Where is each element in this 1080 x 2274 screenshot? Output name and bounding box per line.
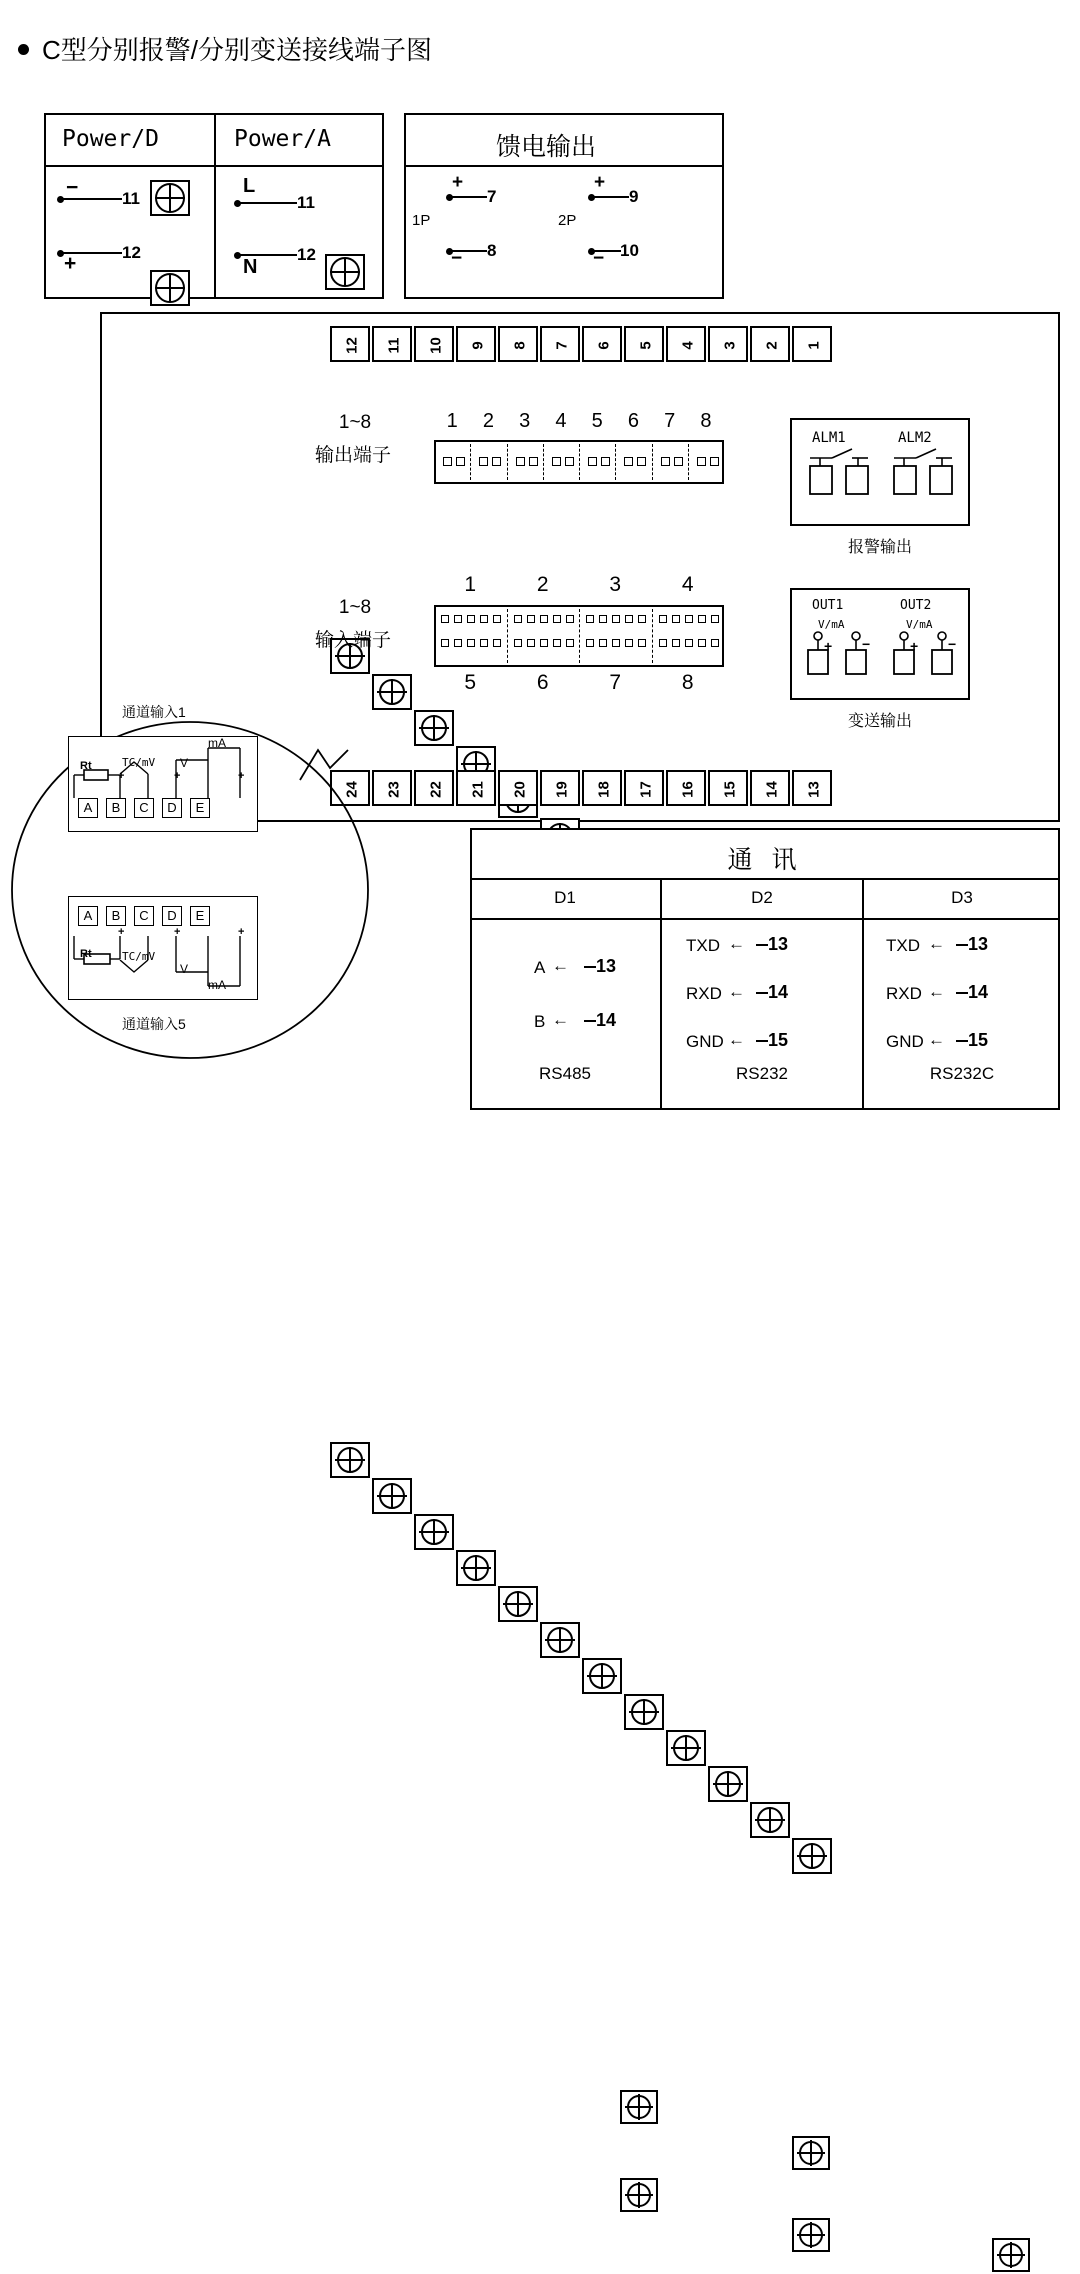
input-terminals-label-2: 输入端子 xyxy=(314,630,391,651)
input-pin[interactable] xyxy=(441,639,449,647)
comm-signal-label: A xyxy=(534,958,546,977)
bottom-terminal-screw[interactable] xyxy=(582,1658,622,1694)
input-pin[interactable] xyxy=(612,639,620,647)
output-terminal-number: 7 xyxy=(664,410,676,432)
input-pin[interactable] xyxy=(672,639,680,647)
input-pin[interactable] xyxy=(454,615,462,623)
output-terminal-number: 8 xyxy=(700,410,712,432)
input-pin[interactable] xyxy=(527,615,535,623)
feed-2p-wire-1 xyxy=(591,196,629,198)
output-pin-divider xyxy=(543,444,544,480)
bottom-terminal-number: 16 xyxy=(679,781,697,798)
input-pin[interactable] xyxy=(540,615,548,623)
output-pin[interactable] xyxy=(552,457,561,466)
comm-arrow-icon: ← xyxy=(928,982,945,1001)
transmit-out1-unit: V/mA xyxy=(818,618,845,631)
alarm-output-caption: 报警输出 xyxy=(847,539,912,556)
power-a-screw-1[interactable] xyxy=(325,254,365,290)
power-panel-divider xyxy=(214,113,216,299)
channel-input-5-wiring xyxy=(68,896,258,1000)
bottom-terminal-number: 17 xyxy=(637,781,655,798)
input-pin[interactable] xyxy=(612,615,620,623)
output-pin[interactable] xyxy=(674,457,683,466)
comm-arrow-icon: ← xyxy=(928,934,945,953)
input-terminal-number-bottom: 8 xyxy=(681,671,694,694)
top-terminal-number: 6 xyxy=(595,341,613,350)
page-title: C型分别报警/分别变送接线端子图 xyxy=(42,35,433,65)
bottom-terminal-number: 20 xyxy=(511,781,529,798)
output-pin[interactable] xyxy=(588,457,597,466)
output-pin[interactable] xyxy=(601,457,610,466)
bottom-terminal-label-cell xyxy=(414,770,454,806)
output-pin[interactable] xyxy=(529,457,538,466)
channel-input-1-terminal[interactable]: B xyxy=(106,798,126,818)
power-d-num-2: 12 xyxy=(122,243,141,262)
comm-wire xyxy=(756,992,768,994)
comm-terminal-number: 13 xyxy=(768,934,789,954)
comm-signal-label: B xyxy=(534,1012,546,1031)
input-pin-divider xyxy=(579,609,580,663)
output-terminal-number: 1 xyxy=(446,410,458,432)
transmit-out2-name: OUT2 xyxy=(900,598,932,613)
output-pin-divider xyxy=(470,444,471,480)
output-pin[interactable] xyxy=(516,457,525,466)
input-pin[interactable] xyxy=(540,639,548,647)
bottom-terminal-number: 13 xyxy=(805,781,823,798)
bottom-terminal-label-cell xyxy=(540,770,580,806)
comm-col-1-footer: RS485 xyxy=(539,1064,591,1083)
input-pin[interactable] xyxy=(599,639,607,647)
channel-5-tcmv-label: TC/mV xyxy=(122,950,156,963)
bottom-terminal-screw[interactable] xyxy=(624,1694,664,1730)
input-pin[interactable] xyxy=(553,639,561,647)
channel-input-1-terminal[interactable]: A xyxy=(78,798,98,818)
top-terminal-number: 7 xyxy=(553,341,571,350)
comm-signal-label: TXD xyxy=(686,936,720,955)
power-d-sign-2: + xyxy=(64,252,77,275)
input-pin[interactable] xyxy=(659,615,667,623)
top-terminal-number: 4 xyxy=(679,341,697,350)
channel-input-5-terminal[interactable]: E xyxy=(190,906,210,926)
power-a-sign-2: N xyxy=(243,256,258,278)
comm-arrow-icon: ← xyxy=(928,1030,945,1049)
comm-arrow-icon: ← xyxy=(728,1030,745,1049)
transmit-output-caption: 变送输出 xyxy=(847,713,912,730)
comm-signal-label: RXD xyxy=(686,984,722,1003)
input-terminal-number-bottom: 6 xyxy=(536,671,549,694)
top-terminal-label-cell xyxy=(540,326,580,362)
output-pin[interactable] xyxy=(565,457,574,466)
bottom-terminal-label-cell xyxy=(582,770,622,806)
input-pin[interactable] xyxy=(566,639,574,647)
channel-5-ma-label: mA xyxy=(208,978,226,992)
channel-1-v-label: V xyxy=(180,756,189,770)
bottom-terminal-number: 14 xyxy=(763,781,781,798)
transmit-terminals-icon xyxy=(790,588,970,700)
bottom-terminal-screw[interactable] xyxy=(792,1838,832,1874)
bottom-terminal-label-cell xyxy=(666,770,706,806)
transmit-out2-minus: − xyxy=(948,636,957,652)
channel-5-plus-b: + xyxy=(118,926,125,938)
bottom-terminal-number: 21 xyxy=(469,781,487,798)
channel-5-rt-label: Rt xyxy=(80,948,92,960)
channel-1-plus-e: + xyxy=(238,770,245,782)
top-terminal-label-cell xyxy=(372,326,412,362)
input-pin[interactable] xyxy=(527,639,535,647)
comm-col-2-name: D2 xyxy=(751,888,773,907)
top-terminal-label-cell xyxy=(414,326,454,362)
input-pin[interactable] xyxy=(553,615,561,623)
comm-signal-label: TXD xyxy=(886,936,920,955)
output-pin-divider xyxy=(507,444,508,480)
output-terminal-number: 3 xyxy=(519,410,531,432)
input-terminal-number-top: 2 xyxy=(536,573,549,596)
top-terminal-label-cell xyxy=(708,326,748,362)
power-a-num-1: 11 xyxy=(297,193,315,212)
comm-col-1-name: D1 xyxy=(554,888,576,907)
input-pin[interactable] xyxy=(599,615,607,623)
bottom-terminal-number: 23 xyxy=(385,781,403,798)
input-terminal-number-bottom: 7 xyxy=(609,671,622,694)
input-pin[interactable] xyxy=(698,639,706,647)
feed-1p-sign-2: − xyxy=(451,248,463,269)
input-pin[interactable] xyxy=(659,639,667,647)
bottom-terminal-number: 24 xyxy=(343,781,361,798)
input-pin[interactable] xyxy=(441,615,449,623)
comm-col-2-footer: RS232 xyxy=(736,1064,788,1083)
top-terminal-number: 10 xyxy=(427,337,445,354)
bottom-terminal-screw[interactable] xyxy=(708,1766,748,1802)
input-pin[interactable] xyxy=(638,615,646,623)
input-pin[interactable] xyxy=(685,639,693,647)
channel-input-1-terminal[interactable]: E xyxy=(190,798,210,818)
power-a-header: Power/A xyxy=(234,126,331,152)
input-pin[interactable] xyxy=(698,615,706,623)
input-pin[interactable] xyxy=(685,615,693,623)
output-pin[interactable] xyxy=(492,457,501,466)
top-terminal-number: 9 xyxy=(469,341,487,350)
input-terminal-number-bottom: 5 xyxy=(464,671,477,694)
channel-input-5-terminal[interactable]: D xyxy=(162,906,182,926)
top-terminal-number: 1 xyxy=(805,341,823,350)
comm-screw-terminal[interactable] xyxy=(620,2178,658,2212)
input-pin[interactable] xyxy=(586,639,594,647)
input-pin-divider xyxy=(507,609,508,663)
feed-output-header: 馈电输出 xyxy=(496,133,597,161)
output-pin[interactable] xyxy=(661,457,670,466)
top-terminal-number: 8 xyxy=(511,341,529,350)
power-a-num-2: 12 xyxy=(297,245,316,264)
bottom-terminal-label-cell xyxy=(750,770,790,806)
comm-terminal-number: 14 xyxy=(596,1010,617,1030)
input-pin[interactable] xyxy=(454,639,462,647)
input-pin[interactable] xyxy=(493,615,501,623)
top-terminal-number: 11 xyxy=(385,337,403,354)
output-pin[interactable] xyxy=(456,457,465,466)
comm-terminal-number: 13 xyxy=(596,956,617,976)
input-pin[interactable] xyxy=(493,639,501,647)
channel-5-plus-d: + xyxy=(174,926,181,938)
top-terminal-number: 12 xyxy=(343,337,361,354)
feed-2p-num-2: 10 xyxy=(620,241,639,260)
bottom-terminal-label-cell xyxy=(708,770,748,806)
input-pin[interactable] xyxy=(514,639,522,647)
channel-input-5-terminal[interactable]: B xyxy=(106,906,126,926)
feed-1p-num-2: 8 xyxy=(487,241,497,260)
power-d-header: Power/D xyxy=(62,126,159,152)
top-terminal-label-cell xyxy=(582,326,622,362)
top-terminal-label-cell xyxy=(498,326,538,362)
feed-2p-sign-1: + xyxy=(594,172,606,193)
comm-screw-terminal[interactable] xyxy=(992,2238,1030,2272)
input-pin[interactable] xyxy=(672,615,680,623)
top-terminal-number: 3 xyxy=(721,341,739,350)
input-terminals-label-1: 1~8 xyxy=(338,597,372,618)
output-pin[interactable] xyxy=(637,457,646,466)
bottom-terminal-screw[interactable] xyxy=(750,1802,790,1838)
input-pin[interactable] xyxy=(566,615,574,623)
input-pin[interactable] xyxy=(625,615,633,623)
comm-wire xyxy=(584,966,596,968)
power-d-screw-1[interactable] xyxy=(150,180,190,216)
output-pin-divider xyxy=(579,444,580,480)
feed-output-group-1-label: 1P xyxy=(412,212,431,229)
input-pin[interactable] xyxy=(586,615,594,623)
input-pin[interactable] xyxy=(638,639,646,647)
bottom-terminal-number: 22 xyxy=(427,781,445,798)
bottom-terminal-screw[interactable] xyxy=(456,1550,496,1586)
channel-input-1-terminal[interactable]: C xyxy=(134,798,154,818)
comm-subheader-rule xyxy=(470,918,1060,920)
feed-1p-wire-1 xyxy=(449,196,487,198)
output-pin-divider xyxy=(615,444,616,480)
alarm-2-label: ALM2 xyxy=(898,430,932,446)
input-pin-divider xyxy=(652,609,653,663)
comm-terminal-number: 14 xyxy=(768,982,789,1002)
alarm-contacts-icon xyxy=(790,418,970,526)
input-pin[interactable] xyxy=(480,639,488,647)
comm-wire xyxy=(956,944,968,946)
output-terminals-label-2: 输出端子 xyxy=(314,445,391,466)
top-terminal-screw[interactable] xyxy=(414,710,454,746)
bottom-terminal-screw[interactable] xyxy=(540,1622,580,1658)
input-pin[interactable] xyxy=(480,615,488,623)
feed-2p-sign-2: − xyxy=(593,248,605,269)
channel-input-5-caption: 通道输入5 xyxy=(122,1016,186,1032)
output-terminal-number: 6 xyxy=(627,410,639,432)
output-terminals-label-1: 1~8 xyxy=(338,412,372,433)
feed-2p-num-1: 9 xyxy=(629,187,639,206)
power-d-screw-2[interactable] xyxy=(150,270,190,306)
comm-col-3-footer: RS232C xyxy=(929,1064,995,1083)
transmit-out2-plus: + xyxy=(910,638,919,654)
bottom-terminal-screw[interactable] xyxy=(666,1730,706,1766)
feed-output-group-2-label: 2P xyxy=(558,212,577,229)
input-pin[interactable] xyxy=(514,615,522,623)
comm-arrow-icon: ← xyxy=(552,956,569,975)
comm-wire xyxy=(956,992,968,994)
comm-wire xyxy=(584,1020,596,1022)
bottom-terminal-screw[interactable] xyxy=(414,1514,454,1550)
channel-1-ma-label: mA xyxy=(208,736,226,750)
input-pin[interactable] xyxy=(711,639,719,647)
input-terminal-number-top: 3 xyxy=(609,573,622,596)
channel-input-5-terminal[interactable]: C xyxy=(134,906,154,926)
alarm-1-label: ALM1 xyxy=(812,430,846,446)
transmit-out1-name: OUT1 xyxy=(812,598,844,613)
bottom-terminal-label-cell xyxy=(792,770,832,806)
channel-1-plus-d: + xyxy=(174,770,181,782)
comm-header: 通 讯 xyxy=(727,846,803,874)
feed-1p-sign-1: + xyxy=(452,172,464,193)
channel-5-plus-e: + xyxy=(238,926,245,938)
bottom-terminal-screw[interactable] xyxy=(372,1478,412,1514)
top-terminal-label-cell xyxy=(456,326,496,362)
comm-signal-label: GND xyxy=(886,1032,924,1051)
output-terminal-number: 2 xyxy=(482,410,494,432)
comm-wire xyxy=(956,1040,968,1042)
output-pin[interactable] xyxy=(624,457,633,466)
top-terminal-label-cell xyxy=(666,326,706,362)
top-terminal-number: 2 xyxy=(763,341,781,350)
input-pin[interactable] xyxy=(467,615,475,623)
power-d-sign-1: − xyxy=(66,176,79,199)
output-pin[interactable] xyxy=(443,457,452,466)
channel-1-rt-label: Rt xyxy=(80,760,92,772)
input-pin[interactable] xyxy=(711,615,719,623)
input-pin[interactable] xyxy=(625,639,633,647)
comm-arrow-icon: ← xyxy=(728,982,745,1001)
bottom-terminal-label-cell xyxy=(456,770,496,806)
bottom-terminal-screw[interactable] xyxy=(330,1442,370,1478)
comm-col-3-name: D3 xyxy=(951,888,973,907)
comm-screw-terminal[interactable] xyxy=(620,2090,658,2124)
comm-signal-label: GND xyxy=(686,1032,724,1051)
comm-screw-terminal[interactable] xyxy=(792,2218,830,2252)
output-terminal-number: 5 xyxy=(591,410,603,432)
input-terminal-number-top: 4 xyxy=(681,573,694,596)
bottom-terminal-number: 19 xyxy=(553,781,571,798)
channel-1-plus-b: + xyxy=(118,770,125,782)
comm-terminal-number: 15 xyxy=(768,1030,789,1050)
channel-5-v-label: V xyxy=(180,962,189,976)
bottom-terminal-number: 15 xyxy=(721,781,739,798)
power-a-wire-1 xyxy=(237,202,297,204)
channel-input-5-terminal[interactable]: A xyxy=(78,906,98,926)
title-bullet xyxy=(18,44,29,55)
comm-header-rule xyxy=(470,878,1060,880)
transmit-out2-unit: V/mA xyxy=(906,618,933,631)
comm-signal-label: RXD xyxy=(886,984,922,1003)
output-pin[interactable] xyxy=(479,457,488,466)
channel-input-1-caption: 通道输入1 xyxy=(122,704,186,720)
top-terminal-label-cell xyxy=(750,326,790,362)
feed-1p-num-1: 7 xyxy=(487,187,497,206)
transmit-out1-plus: + xyxy=(824,638,833,654)
comm-wire xyxy=(756,944,768,946)
comm-terminal-number: 15 xyxy=(968,1030,989,1050)
comm-arrow-icon: ← xyxy=(728,934,745,953)
bottom-terminal-label-cell xyxy=(498,770,538,806)
feed-output-header-rule xyxy=(404,165,724,167)
comm-wire xyxy=(756,1040,768,1042)
output-pin[interactable] xyxy=(697,457,706,466)
input-terminal-number-top: 1 xyxy=(464,573,477,596)
top-terminal-label-cell xyxy=(624,326,664,362)
power-d-num-1: 11 xyxy=(122,189,140,208)
channel-input-1-terminal[interactable]: D xyxy=(162,798,182,818)
output-pin-divider xyxy=(688,444,689,480)
bottom-terminal-screw[interactable] xyxy=(498,1586,538,1622)
top-terminal-label-cell xyxy=(330,326,370,362)
output-terminal-number: 4 xyxy=(555,410,567,432)
top-terminal-number: 5 xyxy=(637,341,655,350)
bottom-terminal-number: 18 xyxy=(595,781,613,798)
channel-1-tcmv-label: TC/mV xyxy=(122,756,156,769)
comm-terminal-number: 13 xyxy=(968,934,989,954)
bottom-terminal-label-cell xyxy=(624,770,664,806)
comm-screw-terminal[interactable] xyxy=(792,2136,830,2170)
input-pin[interactable] xyxy=(467,639,475,647)
comm-arrow-icon: ← xyxy=(552,1010,569,1029)
output-pin-divider xyxy=(652,444,653,480)
power-a-sign-1: L xyxy=(243,175,256,197)
output-pin[interactable] xyxy=(710,457,719,466)
power-panel-header-rule xyxy=(44,165,384,167)
comm-terminal-number: 14 xyxy=(968,982,989,1002)
transmit-out1-minus: − xyxy=(862,636,871,652)
top-terminal-label-cell xyxy=(792,326,832,362)
